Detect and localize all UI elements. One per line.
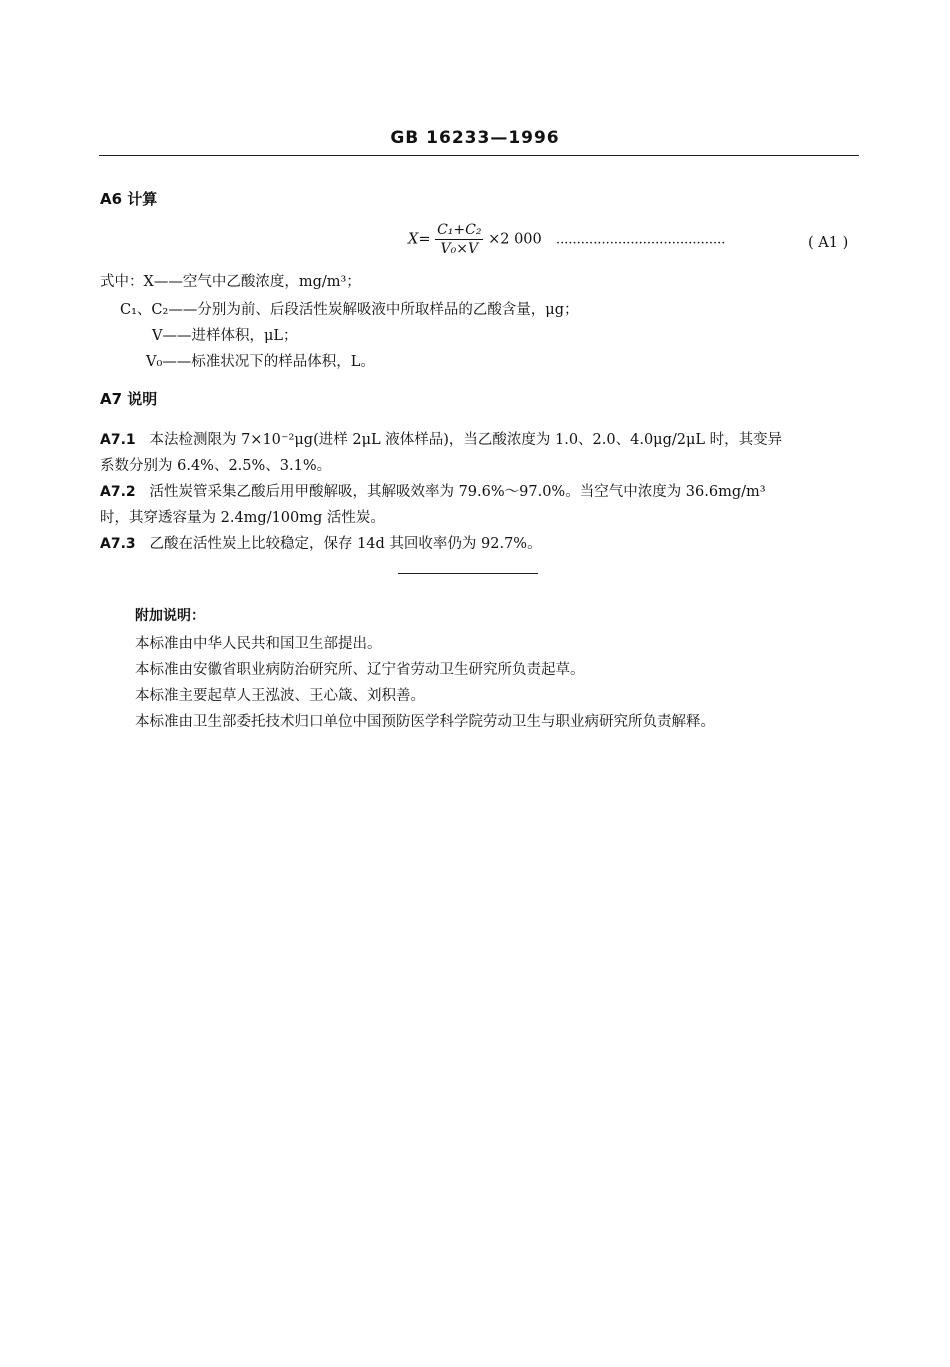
note-line-3: 本标准主要起草人王泓波、王心箴、刘积善。 <box>135 688 425 704</box>
standard-header: GB 16233—1996 <box>390 128 560 148</box>
header-rule <box>99 155 859 156</box>
where-line-v0: V₀——标准状况下的样品体积，L。 <box>146 354 375 370</box>
section-a7-heading: A7 说明 <box>100 390 158 408</box>
formula-fraction <box>435 222 483 257</box>
a7-1-number: A7.1 <box>100 432 136 448</box>
formula-denominator: V₀×V <box>440 241 479 257</box>
a7-1-line2: 系数分别为 6.4%、2.5%、3.1%。 <box>100 458 332 474</box>
notes-heading: 附加说明： <box>135 608 205 624</box>
note-line-1: 本标准由中华人民共和国卫生部提出。 <box>135 636 382 652</box>
formula-multiplier: ×2 000 <box>488 231 542 248</box>
formula-lhs: X= <box>408 231 431 248</box>
a7-2-number: A7.2 <box>100 484 136 500</box>
formula-a1 <box>408 222 542 257</box>
a7-3-text: 乙酸在活性炭上比较稳定，保存 14d 其回收率仍为 92.7%。 <box>149 536 542 552</box>
a7-1-text: 本法检测限为 7×10⁻²μg(进样 2μL 液体样品)，当乙酸浓度为 1.0、2.0、4.0μg/2μL 时，其变异 <box>149 432 783 448</box>
where-line-v: V——进样体积，μL； <box>152 328 298 344</box>
a7-2-line1 <box>100 480 766 501</box>
where-line-c: C₁、C₂——分别为前、后段活性炭解吸液中所取样品的乙酸含量，μg； <box>120 302 579 318</box>
a7-3-number: A7.3 <box>100 536 136 552</box>
a7-2-line2: 时，其穿透容量为 2.4mg/100mg 活性炭。 <box>100 510 385 526</box>
a7-2-text: 活性炭管采集乙酸后用甲酸解吸，其解吸效率为 79.6%～97.0%。当空气中浓度为 36.6mg/m³ <box>149 484 766 500</box>
section-divider <box>398 573 538 574</box>
a7-1-line1 <box>100 428 782 449</box>
note-line-2: 本标准由安徽省职业病防治研究所、辽宁省劳动卫生研究所负责起草。 <box>135 662 585 678</box>
formula-numerator: C₁+C₂ <box>437 222 482 238</box>
note-line-4: 本标准由卫生部委托技术归口单位中国预防医学科学院劳动卫生与职业病研究所负责解释。 <box>135 714 715 730</box>
where-line-x: 式中：X——空气中乙酸浓度，mg/m³； <box>100 274 361 290</box>
a7-3-line1 <box>100 532 542 553</box>
formula-tag: ( A1 ) <box>808 235 849 251</box>
section-a6-heading: A6 计算 <box>100 190 158 208</box>
formula-leader-dots: ········································· <box>556 236 726 251</box>
